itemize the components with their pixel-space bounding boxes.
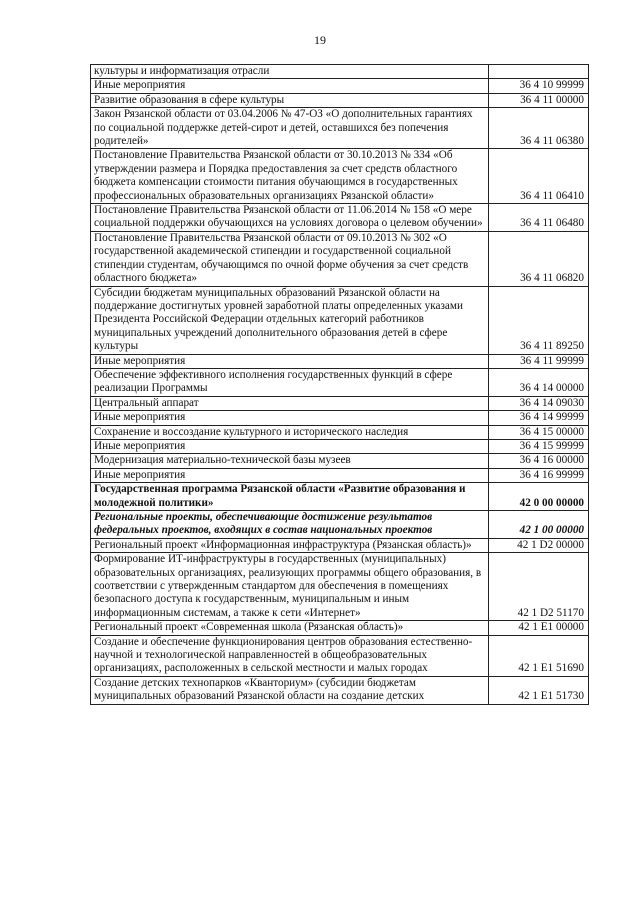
- row-name: культуры и информатизация отрасли: [91, 65, 489, 79]
- budget-classification-table: [90, 64, 589, 705]
- row-name: Создание детских технопарков «Кванториум» (субсидии бюджетам муниципальных образований Рязанской области на создание детских: [91, 676, 489, 704]
- table-row: [91, 676, 589, 704]
- row-name: Постановление Правительства Рязанской области от 11.06.2014 № 158 «О мере социальной поддержки обучающихся на условиях договора о целевом обучении»: [91, 204, 489, 232]
- row-code: 36 4 11 89250: [489, 286, 589, 354]
- row-code: 36 4 15 99999: [489, 439, 589, 453]
- table-row: [91, 396, 589, 410]
- row-code: 42 0 00 00000: [489, 483, 589, 511]
- row-name: Центральный аппарат: [91, 396, 489, 410]
- row-code: 36 4 11 06820: [489, 231, 589, 286]
- row-code: 36 4 10 99999: [489, 79, 589, 93]
- table-row: [91, 149, 589, 204]
- row-name: Региональный проект «Информационная инфраструктура (Рязанская область)»: [91, 538, 489, 552]
- table-row: [91, 368, 589, 396]
- row-name: Формирование ИТ-инфраструктуры в государственных (муниципальных) образовательных организациях, реализующих программы общего образования, в соответствии с утвержденным стандартом для обеспечения в помещениях безопасного доступа к государственным, муниципальным и иным информационным системам, а также к сети «Интернет»: [91, 553, 489, 621]
- row-code: 42 1 00 00000: [489, 511, 589, 539]
- row-code: 36 4 11 00000: [489, 93, 589, 107]
- row-code: 42 1 E1 51730: [489, 676, 589, 704]
- table-row: [91, 511, 589, 539]
- table-row: [91, 538, 589, 552]
- row-code: 36 4 11 06480: [489, 204, 589, 232]
- table-row: [91, 439, 589, 453]
- table-row: [91, 79, 589, 93]
- row-name: Иные мероприятия: [91, 79, 489, 93]
- row-code: 42 1 D2 51170: [489, 553, 589, 621]
- row-name: Субсидии бюджетам муниципальных образований Рязанской области на поддержание достигнутых уровней заработной платы определенных указами Президента Российской Федерации отдельных категорий работников муниципальных учреждений дополнительного образования детей в сфере культуры: [91, 286, 489, 354]
- row-name: Сохранение и воссоздание культурного и исторического наследия: [91, 425, 489, 439]
- row-code: 42 1 D2 00000: [489, 538, 589, 552]
- row-code: 42 1 E1 00000: [489, 621, 589, 635]
- row-code: 36 4 14 00000: [489, 368, 589, 396]
- table-row: [91, 204, 589, 232]
- table-body: [91, 65, 589, 705]
- row-code: 36 4 14 99999: [489, 411, 589, 425]
- table-row: [91, 286, 589, 354]
- row-code: 36 4 16 99999: [489, 468, 589, 482]
- row-code: 36 4 15 00000: [489, 425, 589, 439]
- table-row: [91, 468, 589, 482]
- page-number: 19: [314, 33, 326, 47]
- row-name: Иные мероприятия: [91, 439, 489, 453]
- table-row: [91, 483, 589, 511]
- row-code: 36 4 11 06380: [489, 108, 589, 149]
- row-name: Закон Рязанской области от 03.04.2006 № 47-ОЗ «О дополнительных гарантиях по социальной поддержке детей-сирот и детей, оставшихся без попечения родителей»: [91, 108, 489, 149]
- row-name: Создание и обеспечение функционирования центров образования естественно-научной и технологической направленностей в общеобразовательных организациях, расположенных в сельской местности и малых городах: [91, 635, 489, 676]
- row-name: Иные мероприятия: [91, 411, 489, 425]
- table-row: [91, 635, 589, 676]
- row-name: Региональный проект «Современная школа (Рязанская область)»: [91, 621, 489, 635]
- table-row: [91, 553, 589, 621]
- table-row: [91, 621, 589, 635]
- table-row: [91, 354, 589, 368]
- row-name: Государственная программа Рязанской области «Развитие образования и молодежной политики»: [91, 483, 489, 511]
- table-row: [91, 454, 589, 468]
- row-code: 36 4 11 06410: [489, 149, 589, 204]
- table-row: [91, 93, 589, 107]
- table-row: [91, 425, 589, 439]
- row-code: 42 1 E1 51690: [489, 635, 589, 676]
- row-name: Постановление Правительства Рязанской области от 09.10.2013 № 302 «О государственной академической стипендии и государственной социальной стипендии студентам, обучающимся по очной форме обучения за счет средств областного бюджета»: [91, 231, 489, 286]
- row-name: Региональные проекты, обеспечивающие достижение результатов федеральных проектов, входящих в состав национальных проектов: [91, 511, 489, 539]
- row-code: [489, 65, 589, 79]
- table-row: [91, 108, 589, 149]
- row-name: Модернизация материально-технической базы музеев: [91, 454, 489, 468]
- row-code: 36 4 11 99999: [489, 354, 589, 368]
- row-name: Развитие образования в сфере культуры: [91, 93, 489, 107]
- table-row: [91, 65, 589, 79]
- row-name: Постановление Правительства Рязанской области от 30.10.2013 № 334 «Об утверждении размера и Порядка предоставления за счет средств областного бюджета компенсации стоимости питания обучающимся в государственных профессиональных образовательных организациях Рязанской области»: [91, 149, 489, 204]
- row-name: Обеспечение эффективного исполнения государственных функций в сфере реализации Программы: [91, 368, 489, 396]
- row-name: Иные мероприятия: [91, 468, 489, 482]
- table-row: [91, 231, 589, 286]
- row-name: Иные мероприятия: [91, 354, 489, 368]
- row-code: 36 4 14 09030: [489, 396, 589, 410]
- row-code: 36 4 16 00000: [489, 454, 589, 468]
- table-row: [91, 411, 589, 425]
